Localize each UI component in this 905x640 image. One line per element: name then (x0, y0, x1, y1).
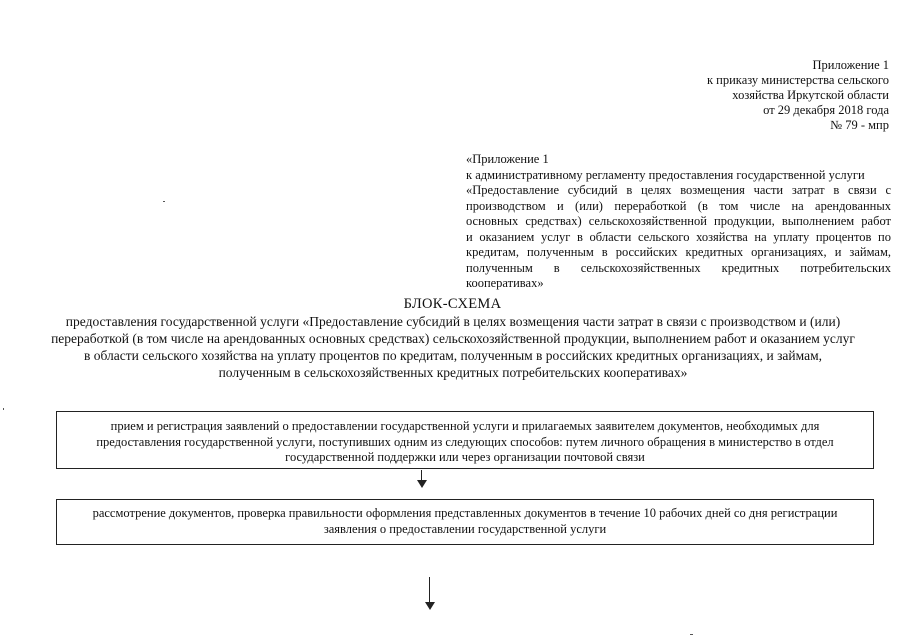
scan-speck (690, 634, 693, 635)
step-text-line: государственной поддержки или через организации почтовой связи (285, 450, 645, 464)
order-annex-line: к приказу министерства сельского (706, 73, 889, 87)
flowchart-subtitle-line: предоставления государственной услуги «Предоставление субсидий в целях возмещения части затрат в связи с производством и (или) (65, 314, 841, 329)
scan-speck (163, 201, 165, 202)
flowchart-step-review (56, 499, 874, 545)
flow-arrow-down-icon (425, 577, 435, 611)
flow-arrow-down-icon (417, 470, 427, 490)
regulation-annex-line: производством и (или) переработкой (в том числе на арендованных (466, 198, 891, 213)
regulation-annex-line: кооперативах» (466, 276, 544, 290)
flowchart-subtitle-line: полученным в сельскохозяйственных кредитных потребительских кооперативах» (218, 365, 688, 380)
step-text-line: заявления о предоставлении государственной услуги (323, 521, 607, 536)
flowchart-subtitle-line: переработкой (в том числе на арендованных основных средствах) сельскохозяйственной продукции, выполнением работ и оказанием услуг (51, 331, 855, 346)
step-text-line: прием и регистрация заявлений о предоставлении государственной услуги и прилагаемых заявителем документов, необходимых для (110, 419, 820, 433)
regulation-annex-line: кредитам, полученным в российских кредитных организациях, и займам, (466, 245, 891, 259)
regulation-annex-line: «Приложение 1 (466, 152, 549, 166)
order-annex-line: Приложение 1 (812, 58, 889, 72)
flowchart-step-intake (56, 411, 874, 469)
flowchart-subtitle (28, 313, 878, 381)
flowchart-subtitle-line: в области сельского хозяйства на уплату процентов по кредитам, полученным в российских кредитных организациях, и займам, (84, 348, 822, 363)
regulation-annex-line: к административному регламенту предоставления государственной услуги (466, 167, 865, 182)
regulation-annex-line: полученным в сельскохозяйственных кредитных потребительских (466, 260, 891, 275)
step-text-line: рассмотрение документов, проверка правильности оформления представленных документов в течение 10 рабочих дней со дня регистрации (92, 506, 838, 520)
order-annex-line: от 29 декабря 2018 года (763, 103, 889, 117)
order-annex-line: № 79 - мпр (830, 118, 889, 132)
regulation-annex-line: «Предоставление субсидий в целях возмещения части затрат в связи с (466, 183, 891, 197)
regulation-annex-line: основных средствах) сельскохозяйственной продукции, выполнением работ (466, 214, 891, 228)
order-annex-line: хозяйства Иркутской области (732, 88, 889, 102)
flowchart-title: БЛОК-СХЕМА (403, 296, 502, 312)
regulation-annex-block (466, 152, 891, 292)
regulation-annex-line: и оказанием услуг в области сельского хозяйства на уплату процентов по (466, 229, 891, 244)
order-annex-block (629, 58, 889, 133)
scan-speck (3, 408, 4, 410)
step-text-line: предоставления государственной услуги, поступивших одним из следующих способов: путем личного обращения в министерство в отдел (96, 434, 834, 449)
